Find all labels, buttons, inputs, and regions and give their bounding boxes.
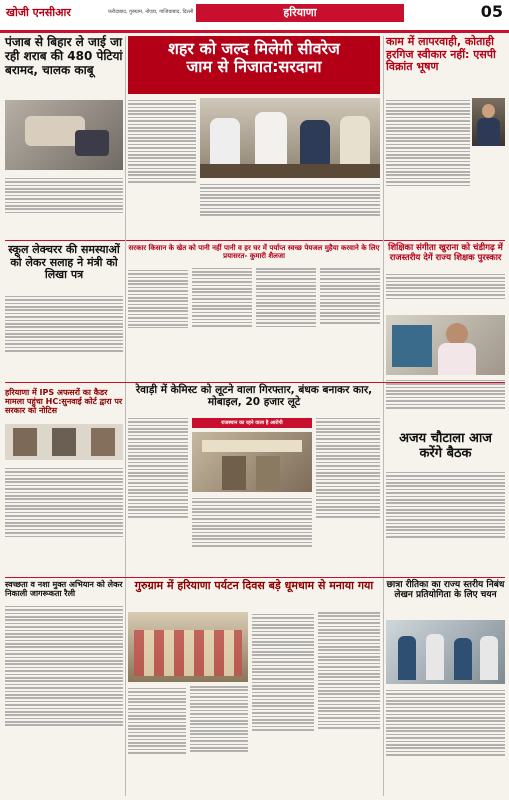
body-left2 <box>5 294 123 384</box>
story-right2 <box>386 244 505 264</box>
mid3-subhead: राजस्थान का रहने वाला है आरोपी <box>221 420 283 426</box>
body-right2a <box>386 272 505 312</box>
lead-headline-l1: शहर को जल्द मिलेगी सीवरेज <box>168 39 340 58</box>
photo-confiscated-liquor <box>5 100 123 170</box>
body-mid3a <box>128 416 188 576</box>
body-right3 <box>386 470 505 576</box>
column-rule <box>383 36 384 796</box>
body-left3 <box>5 466 123 576</box>
photo-ips-officers <box>5 424 123 460</box>
story-right4 <box>386 580 505 601</box>
story-left2 <box>5 244 123 282</box>
story-mid2 <box>128 244 380 260</box>
body-left1 <box>5 176 123 231</box>
story-left4 <box>5 580 123 598</box>
story-left1 <box>5 36 123 77</box>
divider <box>5 382 505 383</box>
story-right1 <box>386 36 505 74</box>
headline-mid2: सरकार किसान के खेत को पानी नहीं पानी व हर घर में पर्याप्त स्वच्छ पेयजल मुहैया करवाने के लिए प्रयासरत- कुमारी शैलजा <box>128 244 380 261</box>
headline-mid3: रेवाड़ी में केमिस्ट को लूटने वाला गिरफ्तार, बंधक बनाकर कार, मोबाइल, 20 हजार लूटे <box>135 384 373 409</box>
body-right4 <box>386 688 505 794</box>
photo-lead-meeting <box>200 98 380 178</box>
headline-left4: स्वच्छता व नशा मुक्त अभियान को लेकर निकाली जागरूकता रैली <box>5 580 123 599</box>
headline-left3: हरियाणा में IPS अफसरों का कैडर मामला पहुंचा HC:सुनवाई कोर्ट द्वारा पर सरकार को नोटिस <box>5 388 123 416</box>
body-mid4b <box>128 686 248 794</box>
photo-police-station <box>192 432 312 492</box>
lead-body-2 <box>200 182 380 234</box>
body-right2b <box>386 378 505 428</box>
lead-banner <box>128 36 380 94</box>
lead-headline-l2: जाम से निजात:सरदाना <box>186 57 322 77</box>
headline-right2: शिक्षिका संगीता खुराना को चंडीगढ़ में राजस्तरीय देगें राज्य शिक्षक पुरस्कार <box>388 243 503 263</box>
paper-logo: खोजी एनसीआर <box>6 6 71 19</box>
story-mid4 <box>128 580 380 593</box>
body-left4 <box>5 604 123 794</box>
section-banner: हरियाणा <box>196 4 404 22</box>
headline-mid4: गुरुग्राम में हरियाणा पर्यटन दिवस बड़े धूमधाम से मनाया गया <box>134 579 374 592</box>
page-number: 05 <box>480 2 503 21</box>
headline-right4: छात्रा रीतिका का राज्य स्तरीय निबंध लेखन प्रतियोगिता के लिए चयन <box>386 580 505 601</box>
headline-right1: काम में लापरवाही, कोताही हरगिज स्वीकार नहीं: एसपी विक्रांत भूषण <box>386 35 496 74</box>
mid3-subhead-bar <box>192 418 312 428</box>
masthead <box>0 0 509 33</box>
photo-sp-portrait <box>472 98 505 146</box>
story-mid3 <box>128 384 380 408</box>
dateline: फरीदाबाद, गुरुग्राम, नोएडा, गाजियाबाद, दिल्ली <box>108 9 194 15</box>
photo-teacher-award <box>386 315 505 375</box>
divider <box>5 577 505 578</box>
headline-left2: स्कूल लेक्चरर की समस्याओं को लेकर सलाह ने मंत्री को लिखा पत्र <box>8 243 120 282</box>
photo-tourism-day <box>128 612 248 682</box>
divider <box>5 240 505 241</box>
photo-student-award <box>386 620 505 684</box>
body-mid4 <box>252 612 380 794</box>
body-mid3c <box>316 416 380 576</box>
story-right3 <box>386 432 505 462</box>
story-left3 <box>5 388 123 416</box>
lead-body-1 <box>128 98 196 233</box>
column-rule <box>125 36 126 796</box>
headline-left1: पंजाब से बिहार ले जाई जा रही शराब की 480 पेटियां बरामद, चालक काबू <box>5 35 123 77</box>
headline-right3: अजय चौटाला आज करेंगे बैठक <box>399 431 492 461</box>
body-right1 <box>386 98 470 238</box>
body-mid3b <box>192 496 312 576</box>
body-mid2 <box>128 268 380 380</box>
